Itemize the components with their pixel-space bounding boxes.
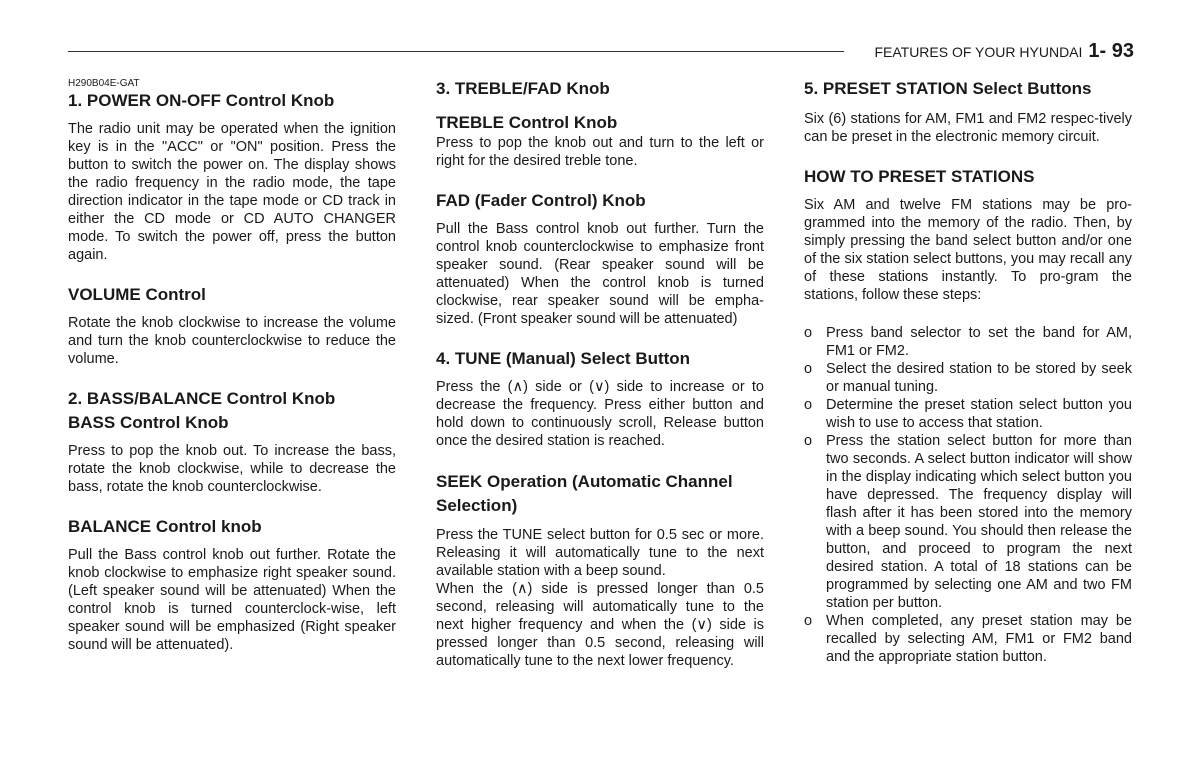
seek-heading: SEEK Operation (Automatic Channel Selection) [436,472,733,515]
bullet-mark: o [804,433,813,449]
bass-balance-heading: 2. BASS/BALANCE Control Knob [68,389,336,408]
column-2 [436,78,764,670]
doc-code: H290B04E-GAT [68,78,140,89]
bullet-mark: o [804,361,813,377]
bullet-mark: o [804,613,813,629]
bass-text: Press to pop the knob out. To increase the bass, rotate the knob clockwise, while to decrease the bass, rotate the knob counterclockwise. [68,443,396,495]
step-text: Determine the preset station select button you wish to use to access that station. [826,397,1132,431]
section-title: FEATURES OF YOUR HYUNDAI [874,44,1083,60]
seek-text-1: Press the TUNE select button for 0.5 sec or more. Releasing it will automatically tune to the next available station with a beep sound. [436,527,764,579]
power-heading: 1. POWER ON-OFF Control Knob [68,91,335,110]
running-header [874,40,1134,63]
header-rule [68,51,844,52]
fad-text: Pull the Bass control knob out further. Turn the control knob counterclockwise to emphasize front speaker sound. (Rear speaker sound will be attenuated) When the control knob is turned clockwise, rear speaker sound will be empha-sized. (Front speaker sound will be attenuated) [436,221,764,327]
list-item [804,360,1132,396]
list-item [804,396,1132,432]
step-text: When completed, any preset station may be recalled by selecting AM, FM1 or FM2 band and the appropriate station button. [826,613,1132,665]
tune-text: Press the (∧) side or (∨) side to increase or to decrease the frequency. Press either button and hold down to continuously scroll, Release button once the desired station is reached. [436,379,764,449]
page-number: 1- 93 [1088,40,1134,62]
treble-fad-heading: 3. TREBLE/FAD Knob [436,79,610,98]
treble-text: Press to pop the knob out and turn to the left or right for the desired treble tone. [436,135,764,169]
step-text: Select the desired station to be stored by seek or manual tuning. [826,361,1132,395]
list-item [804,612,1132,666]
preset-steps-list [804,324,1132,666]
balance-heading: BALANCE Control knob [68,517,262,536]
list-item [804,324,1132,360]
treble-heading: TREBLE Control Knob [436,113,618,132]
preset-heading: 5. PRESET STATION Select Buttons [804,79,1092,98]
volume-text: Rotate the knob clockwise to increase the volume and turn the knob counterclockwise to reduce the volume. [68,315,396,367]
preset-text: Six (6) stations for AM, FM1 and FM2 respec-tively can be preset in the electronic memory circuit. [804,111,1132,145]
seek-text-2: When the (∧) side is pressed longer than 0.5 second, releasing will automatically tune to the next higher frequency and when the (∨) side is pressed longer than 0.5 second, releasing will automatically tune to the next lower frequency. [436,581,764,669]
how-to-preset-heading: HOW TO PRESET STATIONS [804,167,1035,186]
bass-heading: BASS Control Knob [68,413,229,432]
bullet-mark: o [804,325,813,341]
column-3 [804,78,1132,666]
balance-text: Pull the Bass control knob out further. Rotate the knob clockwise to emphasize right speaker sound. (Left speaker sound will be attenuated) When the control knob is turned counterclock-wise, left speaker sound will be emphasized (Right speaker sound will be attenuated). [68,547,396,653]
power-text: The radio unit may be operated when the ignition key is in the "ACC" or "ON" position. Press the button to switch the power on. The display shows the radio frequency in the radio mode, the tape direction indicator in the tape mode or CD track in either the CD mode or CD AUTO CHANGER mode. To switch the power off, press the button again. [68,121,396,263]
column-1 [68,78,396,654]
how-to-preset-text: Six AM and twelve FM stations may be pro-grammed into the memory of the radio. Then, by simply pressing the band select button and/or one of the six station select buttons, you may recall any of these stations instantly. To pro-gram the stations, follow these steps: [804,197,1132,303]
step-text: Press band selector to set the band for AM, FM1 or FM2. [826,325,1132,359]
tune-heading: 4. TUNE (Manual) Select Button [436,349,691,368]
volume-heading: VOLUME Control [68,285,206,304]
step-text: Press the station select button for more than two seconds. A select button indicator will show in the display indicating which select button you have depressed. The frequency display will flash after it has been stored into the memory with a beep sound. You should then release the button, and proceed to program the next desired station. A total of 18 stations can be programmed by selecting one AM and two FM station per button. [826,433,1132,611]
bullet-mark: o [804,397,813,413]
fad-heading: FAD (Fader Control) Knob [436,191,646,210]
list-item [804,432,1132,612]
